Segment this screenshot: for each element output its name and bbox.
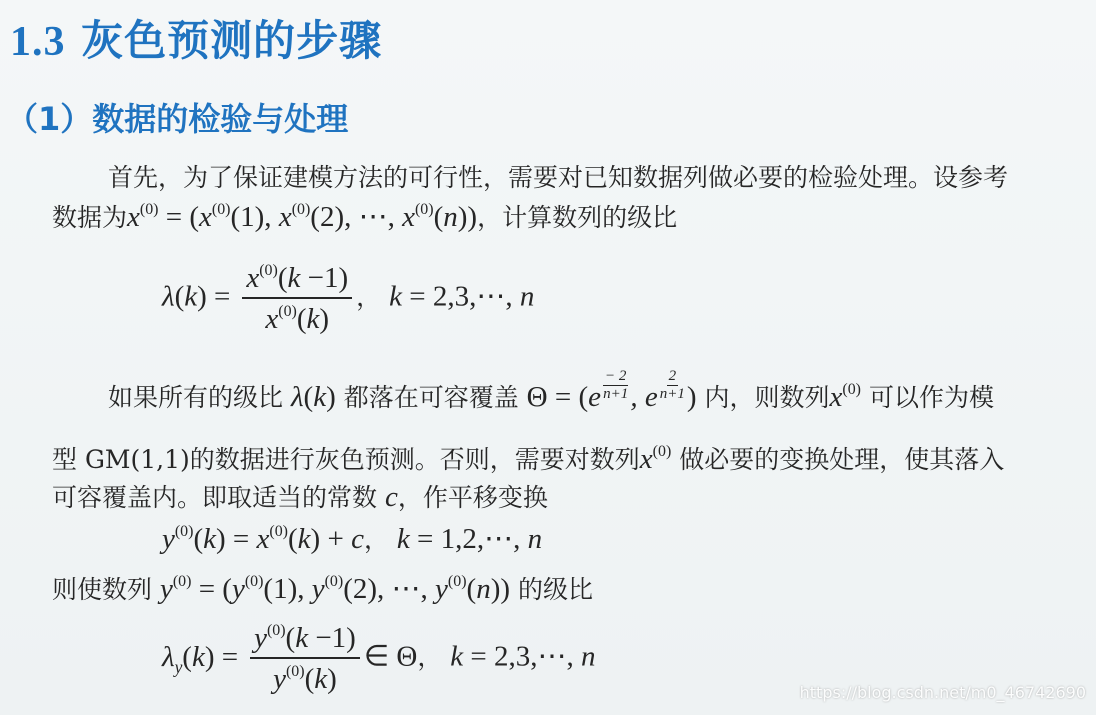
- para3-line: [52, 570, 593, 606]
- watermark: https://blog.csdn.net/m0_46742690: [799, 683, 1086, 702]
- para2-line1-suffix: 内，则数列: [704, 383, 830, 412]
- formula-lambda: λ(k) = $\frac{x^{(0)}(k -1)}{x^{(0)}(k)}$ ， k = 2,3,⋯, n: [162, 262, 535, 335]
- formula-x0-sequence: $x^{(0)} = (x^{(0)}(1)$, $x^{(0)}(2)$, ⋯, $x^{(0)}(n)$): [127, 201, 478, 233]
- para1-line1: 首先，为了保证建模方法的可行性，需要对已知数据列做必要的检验处理。设参考: [108, 163, 1009, 192]
- formula-shift: $y^{(0)}(k) = x^{(0)}(k) + c$， k = 1,2,⋯, n: [162, 523, 543, 555]
- section-title-text: 灰色预测的步骤: [81, 16, 383, 65]
- subsection-title: （1）数据的检验与处理: [6, 100, 349, 138]
- section-number: 1.3: [10, 19, 66, 65]
- para1-line2-prefix: 数据为: [52, 203, 128, 232]
- para2-line2-end: 做必要的变换处理，使其落入: [679, 445, 1005, 474]
- para2-line3: 可容覆盖内。即取适当的常数 c，作平移变换: [52, 481, 548, 513]
- para2-line1-end: 可以作为模: [868, 383, 994, 412]
- para2-line3-text: 可容覆盖内。即取适当的常数: [52, 483, 378, 512]
- formula-lambda-y: $\lambda_y(k)$ = $\frac{y^{(0)}(k -1)}{y^{(0)}(k)}$ ∈ Θ， k = 2,3,⋯, n: [162, 622, 596, 695]
- para1-line2: [52, 198, 677, 234]
- para2-line1-prefix: 如果所有的级比: [108, 383, 284, 412]
- section-title: [10, 8, 382, 68]
- formula-coverage: Θ = (e $\frac{- 2}{n+1}$ , e $\frac{2}{n+1}$ ): [526, 368, 697, 413]
- para3-prefix: 则使数列: [52, 575, 153, 604]
- para2-line1: 如果所有的级比 λ(k) 都落在可容覆盖 Θ = (e $\frac{- 2}{n+1}$ , e $\frac{2}{n+1}$ ) 内，则数列$x^{(0)}$ 可以作为模: [108, 368, 994, 413]
- para2-line3-end: ，作平移变换: [397, 483, 548, 512]
- para1-line2-suffix: ，计算数列的级比: [477, 203, 678, 232]
- para2-line2-text: 型 GM(1,1)的数据进行灰色预测。否则，需要对数列: [52, 445, 640, 474]
- para2-line2: 型 GM(1,1)的数据进行灰色预测。否则，需要对数列$x^{(0)}$ 做必要的变换处理，使其落入: [52, 443, 1005, 475]
- para3-suffix: 的级比: [517, 575, 593, 604]
- formula-y0-sequence: $y^{(0)} = (y^{(0)}(1)$, $y^{(0)}(2)$, ⋯, $y^{(0)}(n)$): [159, 573, 511, 605]
- para2-line1-middle: 都落在可容覆盖: [343, 383, 519, 412]
